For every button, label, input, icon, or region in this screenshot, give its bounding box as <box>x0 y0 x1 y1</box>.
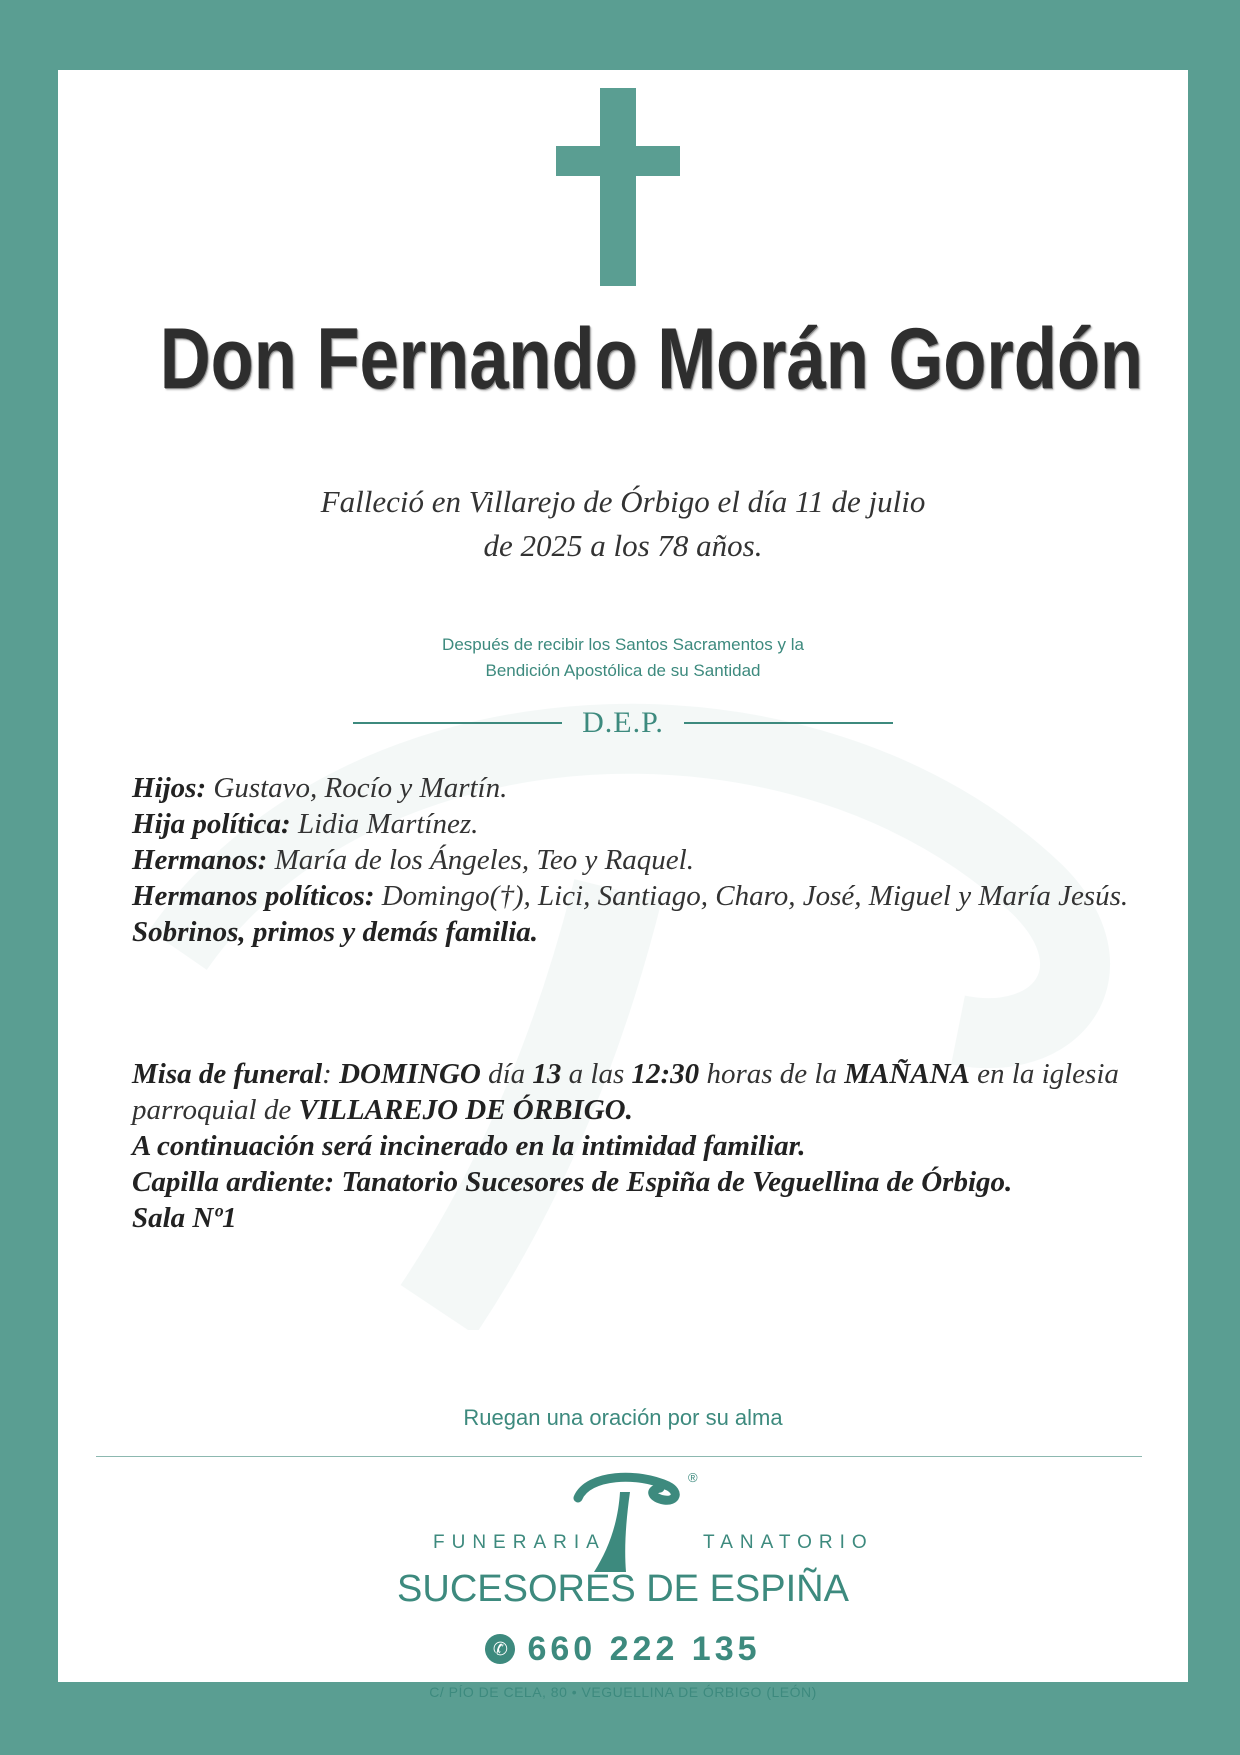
family-list <box>132 770 1132 950</box>
siblings-names: María de los Ángeles, Teo y Raquel. <box>267 844 694 876</box>
chapel-note <box>132 1164 1132 1200</box>
others-text: Sobrinos, primos y demás familia. <box>132 916 539 948</box>
mass-time: 12:30 <box>631 1058 700 1090</box>
family-daughter-in-law <box>132 806 1132 842</box>
death-line-2: de 2025 a los 78 años. <box>483 528 763 563</box>
siblings-label: Hermanos: <box>132 844 268 876</box>
sacraments-line-2: Bendición Apostólica de su Santidad <box>485 661 761 680</box>
mass-day: DOMINGO <box>339 1058 481 1090</box>
incineration-text: A continuación será incinerado en la intimidad familiar. <box>132 1130 806 1162</box>
children-names: Gustavo, Rocío y Martín. <box>206 772 508 804</box>
mass-date: 13 <box>532 1058 562 1090</box>
funeraria-label: FUNERARIA <box>433 1532 606 1553</box>
obituary-sheet <box>58 70 1188 1700</box>
mass-text-4: en la iglesia parroquial de <box>132 1058 1119 1126</box>
funeral-home-logo <box>568 1468 688 1576</box>
phone-icon: ✆ <box>485 1634 515 1664</box>
divider-line-right <box>684 722 893 724</box>
family-siblings-in-law <box>132 878 1132 914</box>
chapel-text: Capilla ardiente: Tanatorio Sucesores de Espiña de Veguellina de Órbigo. <box>132 1166 1013 1198</box>
incineration-note <box>132 1128 1132 1164</box>
address: C/ PÍO DE CELA, 80 • VEGUELLINA DE ÓRBIGO (LEÓN) <box>429 1684 817 1700</box>
sacraments-line-1: Después de recibir los Santos Sacramentos y la <box>442 635 804 654</box>
mass-text-2: a las <box>561 1058 632 1090</box>
siblings-in-law-label: Hermanos políticos: <box>132 880 375 912</box>
death-line-1: Falleció en Villarejo de Órbigo el día 11 de julio <box>320 484 926 519</box>
daughter-in-law-label: Hija política: <box>132 808 291 840</box>
mass-colon: : <box>322 1058 340 1090</box>
family-others <box>132 914 1132 950</box>
dep-divider <box>353 703 893 743</box>
family-siblings <box>132 842 1132 878</box>
daughter-in-law-name: Lidia Martínez. <box>290 808 479 840</box>
mass-place: VILLAREJO DE ÓRBIGO. <box>298 1094 633 1126</box>
siblings-in-law-names: Domingo(†), Lici, Santiago, Charo, José, Miguel y María Jesús. <box>374 880 1129 912</box>
brand-name: SUCESORES DE ESPIÑA <box>397 1568 849 1610</box>
children-label: Hijos: <box>132 772 207 804</box>
phone-row <box>58 1624 1188 1674</box>
mass-text-3: horas de la <box>699 1058 845 1090</box>
room-text: Sala Nº1 <box>132 1202 237 1234</box>
phone-number[interactable]: 660 222 135 <box>527 1629 761 1668</box>
footer-divider <box>96 1456 1142 1457</box>
deceased-name: Don Fernando Morán Gordón <box>159 311 1143 407</box>
sacraments-text <box>358 632 888 684</box>
divider-line-left <box>353 722 562 724</box>
funeral-details <box>132 1056 1132 1236</box>
cross-icon <box>556 88 680 286</box>
dep-label: D.E.P. <box>582 706 664 739</box>
family-children <box>132 770 1132 806</box>
funeral-mass <box>132 1056 1132 1128</box>
tanatorio-label: TANATORIO <box>703 1532 874 1553</box>
mass-text-1: día <box>480 1058 533 1090</box>
prayer-request: Ruegan una oración por su alma <box>463 1405 783 1430</box>
death-notice <box>258 480 988 568</box>
mass-period: MAÑANA <box>844 1058 970 1090</box>
registered-mark: ® <box>688 1470 698 1485</box>
mass-label: Misa de funeral <box>132 1058 323 1090</box>
room-note <box>132 1200 1132 1236</box>
